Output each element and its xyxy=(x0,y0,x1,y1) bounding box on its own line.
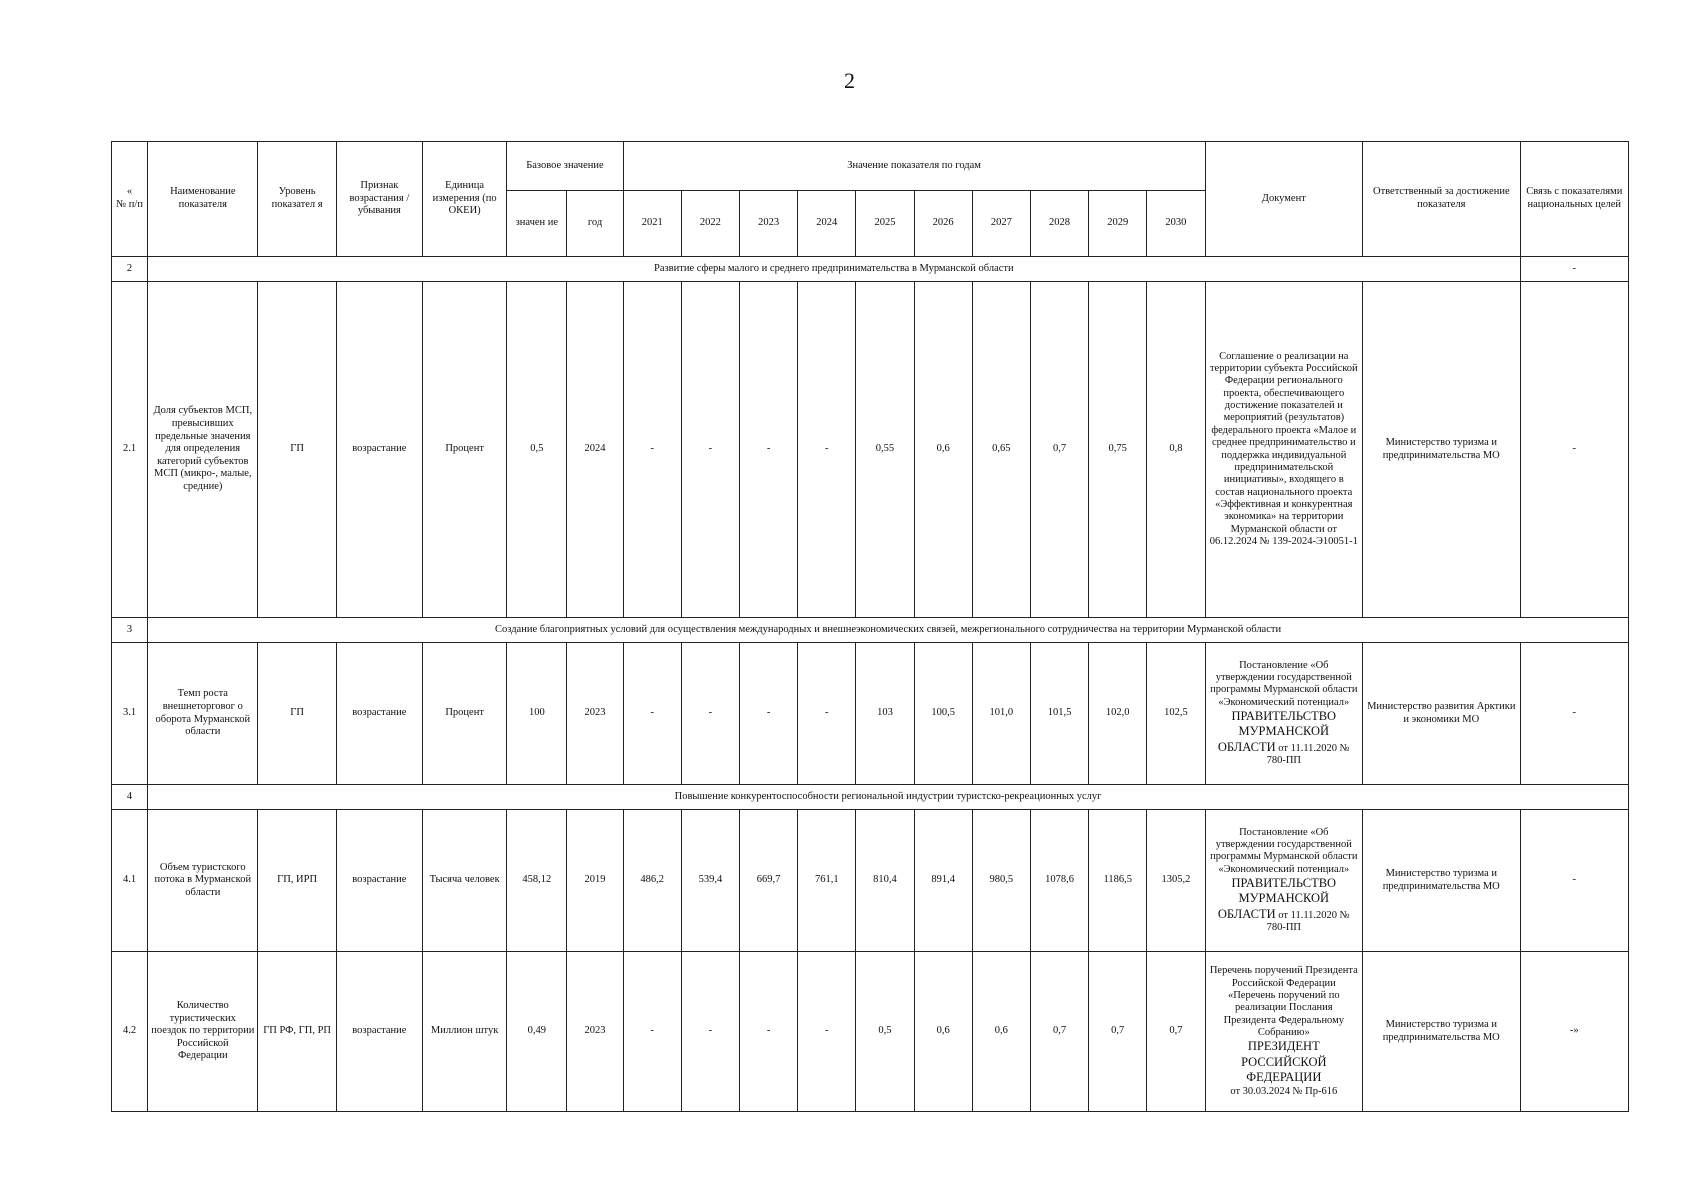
header-year: 2030 xyxy=(1147,191,1205,257)
page-number: 2 xyxy=(844,68,855,93)
row-link: - xyxy=(1520,282,1628,618)
row-document: Постановление «Об утверждении государственной программы Мурманской области «Экономический потенциал» ПРАВИТЕЛЬСТВО МУРМАНСКОЙ ОБЛАСТИ от 11.11.2020 № 780-ПП xyxy=(1205,643,1363,785)
header-year: 2025 xyxy=(856,191,914,257)
section-title: Создание благоприятных условий для осуществления международных и внешнеэкономических связей, межрегионального сотрудничества на территории Мурманской области xyxy=(148,618,1629,643)
header-base-value: значен ие xyxy=(507,191,567,257)
row-year-value: - xyxy=(740,282,798,618)
row-year-value: 0,7 xyxy=(1089,952,1147,1112)
row-year-value: 0,7 xyxy=(1147,952,1205,1112)
row-link: - xyxy=(1520,810,1628,952)
row-link: - xyxy=(1520,643,1628,785)
row-year-value: 0,75 xyxy=(1089,282,1147,618)
section-row xyxy=(112,785,1629,810)
section-end: - xyxy=(1520,257,1628,282)
row-document: Перечень поручений Президента Российской Федерации «Перечень поручений по реализации Послания Президента Федеральному Собранию» ПРЕЗИДЕНТ РОССИЙСКОЙ ФЕДЕРАЦИИ от 30.03.2024 № Пр-616 xyxy=(1205,952,1363,1112)
header-name: Наименование показателя xyxy=(148,142,258,257)
row-level: ГП РФ, ГП, РП xyxy=(258,952,336,1112)
row-year-value: 0,55 xyxy=(856,282,914,618)
row-sign: возрастание xyxy=(336,643,422,785)
row-level: ГП, ИРП xyxy=(258,810,336,952)
row-sign: возрастание xyxy=(336,282,422,618)
section-num: 4 xyxy=(112,785,148,810)
row-level: ГП xyxy=(258,282,336,618)
row-base-year: 2024 xyxy=(567,282,623,618)
row-base-year: 2023 xyxy=(567,952,623,1112)
row-year-value: 486,2 xyxy=(623,810,681,952)
section-num: 3 xyxy=(112,618,148,643)
row-year-value: - xyxy=(798,952,856,1112)
row-year-value: 761,1 xyxy=(798,810,856,952)
row-year-value: 1078,6 xyxy=(1030,810,1088,952)
section-row xyxy=(112,257,1629,282)
row-base-value: 0,5 xyxy=(507,282,567,618)
row-link: -» xyxy=(1520,952,1628,1112)
row-year-value: 101,5 xyxy=(1030,643,1088,785)
row-responsible: Министерство туризма и предпринимательства МО xyxy=(1363,952,1521,1112)
row-responsible: Министерство развития Арктики и экономики МО xyxy=(1363,643,1521,785)
row-year-value: 101,0 xyxy=(972,643,1030,785)
row-year-value: 0,7 xyxy=(1030,282,1088,618)
header-year: 2023 xyxy=(740,191,798,257)
header-year: 2022 xyxy=(681,191,739,257)
row-year-value: 0,65 xyxy=(972,282,1030,618)
table-row xyxy=(112,643,1629,785)
row-name: Количество туристических поездок по территории Российской Федерации xyxy=(148,952,258,1112)
row-year-value: - xyxy=(623,643,681,785)
row-year-value: 0,7 xyxy=(1030,952,1088,1112)
row-responsible: Министерство туризма и предпринимательства МО xyxy=(1363,810,1521,952)
header-link: Связь с показателями национальных целей xyxy=(1520,142,1628,257)
header-year: 2026 xyxy=(914,191,972,257)
header-year: 2029 xyxy=(1089,191,1147,257)
row-responsible: Министерство туризма и предпринимательства МО xyxy=(1363,282,1521,618)
row-unit: Процент xyxy=(423,643,507,785)
row-num: 2.1 xyxy=(112,282,148,618)
row-year-value: 102,5 xyxy=(1147,643,1205,785)
row-year-value: - xyxy=(681,282,739,618)
row-year-value: 1305,2 xyxy=(1147,810,1205,952)
row-year-value: 0,8 xyxy=(1147,282,1205,618)
row-year-value: 100,5 xyxy=(914,643,972,785)
row-unit: Тысяча человек xyxy=(423,810,507,952)
row-year-value: - xyxy=(798,282,856,618)
row-year-value: 891,4 xyxy=(914,810,972,952)
row-year-value: 0,6 xyxy=(972,952,1030,1112)
header-by-years: Значение показателя по годам xyxy=(623,142,1205,191)
row-base-year: 2019 xyxy=(567,810,623,952)
row-base-value: 0,49 xyxy=(507,952,567,1112)
row-name: Объем туристского потока в Мурманской области xyxy=(148,810,258,952)
row-name: Темп роста внешнеторговог о оборота Мурманской области xyxy=(148,643,258,785)
row-year-value: - xyxy=(740,952,798,1112)
header-sign: Признак возрастания / убывания xyxy=(336,142,422,257)
row-year-value: - xyxy=(681,952,739,1112)
section-num: 2 xyxy=(112,257,148,282)
row-year-value: 810,4 xyxy=(856,810,914,952)
header-unit: Единица измерения (по ОКЕИ) xyxy=(423,142,507,257)
row-document: Соглашение о реализации на территории субъекта Российской Федерации регионального проекта, обеспечивающего достижение показателей и мероприятий (результатов) федерального проекта «Малое и среднее предпринимательство и поддержка индивидуальной предпринимательской инициативы», входящего в состав национального проекта «Эффективная и конкурентная экономика» на территории Мурманской области от 06.12.2024 № 139-2024-Э10051-1 xyxy=(1205,282,1363,618)
row-document: Постановление «Об утверждении государственной программы Мурманской области «Экономический потенциал» ПРАВИТЕЛЬСТВО МУРМАНСКОЙ ОБЛАСТИ от 11.11.2020 № 780-ПП xyxy=(1205,810,1363,952)
section-row xyxy=(112,618,1629,643)
row-year-value: 980,5 xyxy=(972,810,1030,952)
header-responsible: Ответственный за достижение показателя xyxy=(1363,142,1521,257)
header-document: Документ xyxy=(1205,142,1363,257)
header-base-year: год xyxy=(567,191,623,257)
row-num: 4.1 xyxy=(112,810,148,952)
section-title: Повышение конкурентоспособности региональной индустрии туристско-рекреационных услуг xyxy=(148,785,1629,810)
row-base-value: 100 xyxy=(507,643,567,785)
row-base-year: 2023 xyxy=(567,643,623,785)
row-year-value: 0,6 xyxy=(914,952,972,1112)
row-year-value: 0,6 xyxy=(914,282,972,618)
row-sign: возрастание xyxy=(336,952,422,1112)
row-year-value: - xyxy=(798,643,856,785)
row-year-value: - xyxy=(681,643,739,785)
row-year-value: - xyxy=(740,643,798,785)
row-year-value: 102,0 xyxy=(1089,643,1147,785)
header-base: Базовое значение xyxy=(507,142,623,191)
row-num: 3.1 xyxy=(112,643,148,785)
indicators-table xyxy=(111,141,1629,1112)
row-year-value: 539,4 xyxy=(681,810,739,952)
table-row xyxy=(112,952,1629,1112)
header-num: « № п/п xyxy=(112,142,148,257)
row-name: Доля субъектов МСП, превысивших предельные значения для определения категорий субъектов МСП (микро-, малые, средние) xyxy=(148,282,258,618)
row-year-value: 1186,5 xyxy=(1089,810,1147,952)
row-year-value: 0,5 xyxy=(856,952,914,1112)
table-row xyxy=(112,810,1629,952)
row-unit: Процент xyxy=(423,282,507,618)
row-level: ГП xyxy=(258,643,336,785)
row-year-value: 669,7 xyxy=(740,810,798,952)
row-base-value: 458,12 xyxy=(507,810,567,952)
table-row xyxy=(112,282,1629,618)
row-year-value: 103 xyxy=(856,643,914,785)
row-year-value: - xyxy=(623,952,681,1112)
header-year: 2027 xyxy=(972,191,1030,257)
header-year: 2028 xyxy=(1030,191,1088,257)
row-num: 4.2 xyxy=(112,952,148,1112)
row-year-value: - xyxy=(623,282,681,618)
section-title: Развитие сферы малого и среднего предпринимательства в Мурманской области xyxy=(148,257,1520,282)
header-year: 2021 xyxy=(623,191,681,257)
row-sign: возрастание xyxy=(336,810,422,952)
row-unit: Миллион штук xyxy=(423,952,507,1112)
header-level: Уровень показател я xyxy=(258,142,336,257)
header-year: 2024 xyxy=(798,191,856,257)
